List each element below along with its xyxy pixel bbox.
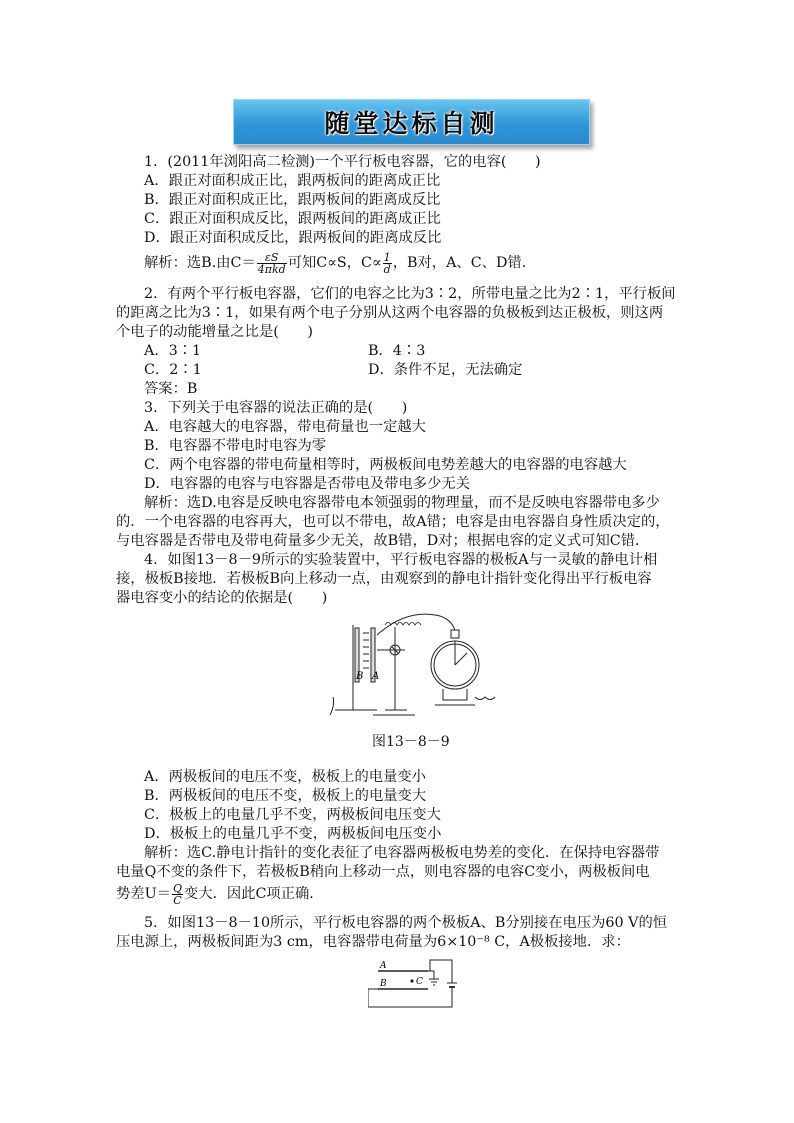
fraction-numerator: Q xyxy=(172,881,182,895)
plate-a-label: A xyxy=(380,961,387,971)
q1-option-b: B．跟正对面积成正比，跟两板间的距离成反比 xyxy=(144,192,441,208)
q4-option-a: A．两极板间的电压不变，极板上的电量变小 xyxy=(144,769,426,785)
q4-analysis-3-post: 变大．因此C项正确． xyxy=(183,886,324,902)
section-banner xyxy=(233,99,590,145)
capacitor-circuit-figure xyxy=(368,955,462,1015)
plate-a-label: A xyxy=(372,671,380,682)
point-c-label: C xyxy=(416,977,423,987)
q1-analysis xyxy=(144,250,536,276)
q4-analysis-3-pre: 势差U＝ xyxy=(116,886,171,902)
q4-option-d: D．极板上的电量几乎不变，两极板间电压变小 xyxy=(144,826,442,842)
q4-line-2: 接，极板B接地．若极板B向上移动一点，由观察到的静电计指针变化得出平行板电容 xyxy=(116,571,652,587)
fraction-q-c xyxy=(172,883,183,906)
q4-analysis-3 xyxy=(116,880,324,908)
q4-option-c: C．极板上的电量几乎不变，两极板间电压变大 xyxy=(144,807,441,823)
q3-analysis-3: 与电容器是否带电及带电荷量多少无关，故B错，D对；根据电容的定义式可知C错． xyxy=(116,533,650,549)
q5-line-1: 5．如图13－8－10所示，平行板电容器的两个极板A、B分别接在电压为60 V的恒 xyxy=(144,915,668,931)
q1-option-d: D．跟正对面积成反比，跟两板间的距离成反比 xyxy=(144,230,442,246)
fraction-denominator: C xyxy=(173,893,182,907)
q1-analysis-text-a: 解析：选B.由C＝ xyxy=(144,255,256,271)
q1-analysis-text-c: ，B对，A、C、D错． xyxy=(392,255,536,271)
q2-option-c: C．2∶1 xyxy=(144,362,202,378)
q3-analysis-1: 解析：选D.电容是反映电容器带电本领强弱的物理量，而不是反映电容器带电多少 xyxy=(144,495,660,511)
q2-answer: 答案：B xyxy=(144,381,198,397)
q5-line-2: 压电源上，两极板间距为3 cm，电容器带电荷量为6×10⁻⁸ C，A极板接地．求： xyxy=(116,934,630,950)
q2-line-3: 个电子的动能增量之比是( ) xyxy=(116,324,314,340)
q4-line-1: 4．如图13－8－9所示的实验装置中，平行板电容器的极板A与一灵敏的静电计相 xyxy=(144,552,658,568)
q2-line-1: 2．有两个平行板电容器，它们的电容之比为3∶2，所带电量之比为2∶1，平行板间 xyxy=(144,286,676,302)
figure-caption: 图13－8－9 xyxy=(372,734,450,750)
banner-title: 随堂达标自测 xyxy=(324,109,499,138)
q4-analysis-1: 解析：选C.静电计指针的变化表征了电容器两极板电势差的变化．在保持电容器带 xyxy=(144,845,660,861)
q2-line-2: 的距离之比为3∶1，如果有两个电子分别从这两个电容器的负极板到达正极板，则这两 xyxy=(116,305,664,321)
q4-option-b: B．两极板间的电压不变，极板上的电量变大 xyxy=(144,788,427,804)
q1-option-a: A．跟正对面积成正比，跟两板间的距离成正比 xyxy=(144,173,441,189)
plate-b-label: B xyxy=(356,671,364,682)
q1-stem: 1．(2011年浏阳高二检测)一个平行板电容器，它的电容( ) xyxy=(144,154,541,170)
plate-b-label: B xyxy=(380,979,387,989)
q4-line-3: 器电容变小的结论的依据是( ) xyxy=(116,590,328,606)
q3-option-d: D．电容器的电容与电容器是否带电及带电多少无关 xyxy=(144,476,470,492)
q3-option-b: B．电容器不带电时电容为零 xyxy=(144,438,327,454)
fraction-numerator: εS xyxy=(257,252,287,264)
q3-option-c: C．两个电容器的带电荷量相等时，两极板间电势差越大的电容器的电容越大 xyxy=(144,457,627,473)
q1-option-c: C．跟正对面积成反比，跟两板间的距离成正比 xyxy=(144,211,441,227)
fraction-numerator: 1 xyxy=(383,250,391,264)
fraction-denominator: d xyxy=(383,262,391,276)
fraction-denominator: 4πkd xyxy=(257,262,286,276)
q3-analysis-2: 的．一个电容器的电容再大，也可以不带电，故A错；电容是由电容器自身性质决定的， xyxy=(116,514,670,530)
q2-option-b: B．4∶3 xyxy=(368,343,426,359)
electrometer-figure xyxy=(325,605,500,723)
q2-option-a: A．3∶1 xyxy=(144,343,202,359)
q4-analysis-2: 电量Q不变的条件下，若极板B稍向上移动一点，则电容器的电容C变小，两极板间电 xyxy=(116,864,650,880)
q1-analysis-text-b: 可知C∝S，C∝ xyxy=(287,255,382,271)
q2-option-d: D．条件不足，无法确定 xyxy=(368,362,523,378)
fraction-1-d xyxy=(383,252,392,275)
q3-option-a: A．电容越大的电容器，带电荷量也一定越大 xyxy=(144,419,426,435)
fraction-es-4pikd xyxy=(257,252,287,275)
q3-stem: 3．下列关于电容器的说法正确的是( ) xyxy=(144,400,408,416)
